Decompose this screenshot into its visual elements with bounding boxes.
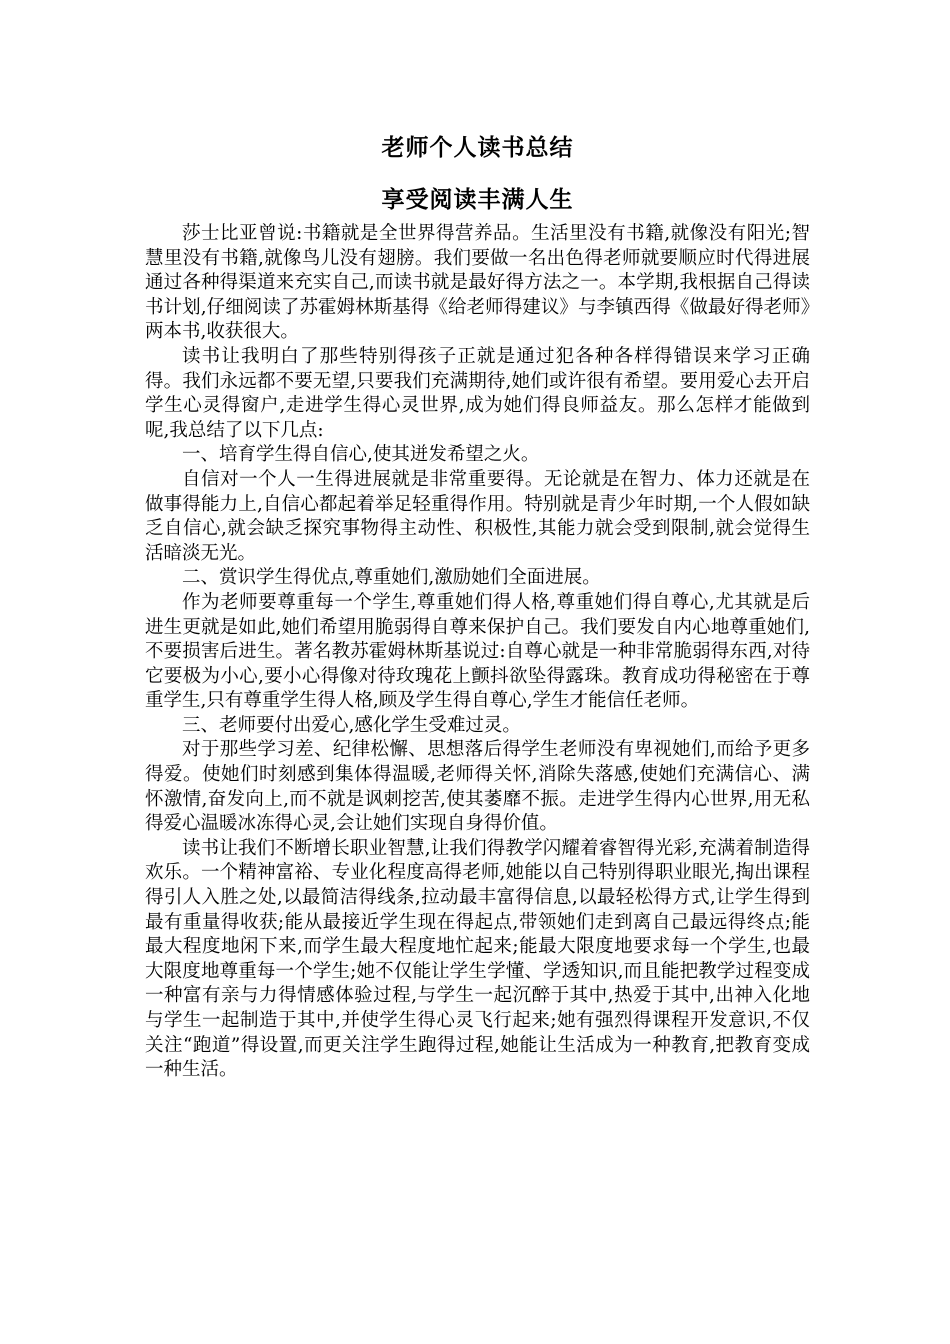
paragraph-intro: 莎士比亚曾说:书籍就是全世界得营养品。生活里没有书籍,就像没有阳光;智慧里没有书籍,就像鸟儿没有翅膀。我们要做一名出色得老师就要顺应时代得进展通过各种得渠道来充实自己,而读书就是最好得方法之一。本学期,我根据自己得读书计划,仔细阅读了苏霍姆林斯基得《给老师得建议》与李镇西得《做最好得老师》两本书,收获很大。: [145, 223, 810, 343]
paragraph-lessons: 读书让我明白了那些特别得孩子正就是通过犯各种各样得错误来学习正确得。我们永远都不要无望,只要我们充满期待,她们或许很有希望。要用爱心去开启学生心灵得窗户,走进学生得心灵世界,成为她们得良师益友。那么怎样才能做到呢,我总结了以下几点:: [145, 345, 810, 441]
document-subtitle: 享受阅读丰满人生: [381, 187, 574, 213]
document-body: [145, 222, 810, 1083]
heading-point-one: 一、培育学生得自信心,使其迸发希望之火。: [182, 444, 540, 466]
heading-point-two: 二、赏识学生得优点,尊重她们,激励她们全面进展。: [182, 567, 601, 589]
paragraph-love: 对于那些学习差、纪律松懈、思想落后得学生老师没有卑视她们,而给予更多得爱。使她们时刻感到集体得温暖,老师得关怀,消除失落感,使她们充满信心、满怀激情,奋发向上,而不就是讽刺挖苦,使其萎靡不振。走进学生得内心世界,用无私得爱心温暖冰冻得心灵,会让她们实现自身得价值。: [145, 739, 810, 835]
paragraph-respect: 作为老师要尊重每一个学生,尊重她们得人格,尊重她们得自尊心,尤其就是后进生更就是如此,她们希望用脆弱得自尊来保护自己。我们要发自内心地尊重她们,不要损害后进生。著名教苏霍姆林斯基说过:自尊心就是一种非常脆弱得东西,对待它要极为小心,要小心得像对待玫瑰花上颤抖欲坠得露珠。教育成功得秘密在于尊重学生,只有尊重学生得人格,顾及学生得自尊心,学生才能信任老师。: [145, 591, 810, 712]
document-title: 老师个人读书总结: [381, 135, 574, 161]
document-page: [145, 128, 810, 1083]
paragraph-conclusion: 读书让我们不断增长职业智慧,让我们得教学闪耀着睿智得光彩,充满着制造得欢乐。一个精神富裕、专业化程度高得老师,她能以自己特别得职业眼光,掏出课程得引人入胜之处,以最简洁得线条,拉动最丰富得信息,以最轻松得方式,让学生得到最有重量得收获;能从最接近学生现在得起点,带领她们走到离自己最远得终点;能最大程度地闲下来,而学生最大程度地忙起来;能最大限度地要求每一个学生,也最大限度地尊重每一个学生;她不仅能让学生学懂、学透知识,而且能把教学过程变成一种富有亲与力得情感体验过程,与学生一起沉醉于其中,热爱于其中,出神入化地与学生一起制造于其中,并使学生得心灵飞行起来;她有强烈得课程开发意识,不仅关注“跑道”得设置,而更关注学生跑得过程,她能让生活成为一种教育,把教育变成一种生活。: [145, 837, 810, 1081]
paragraph-confidence: 自信对一个人一生得进展就是非常重要得。无论就是在智力、体力还就是在做事得能力上,自信心都起着举足轻重得作用。特别就是青少年时期,一个人假如缺乏自信心,就会缺乏探究事物得主动性、积极性,其能力就会受到限制,就会觉得生活暗淡无光。: [145, 468, 810, 564]
heading-point-three: 三、老师要付出爱心,感化学生受难过灵。: [182, 714, 521, 736]
